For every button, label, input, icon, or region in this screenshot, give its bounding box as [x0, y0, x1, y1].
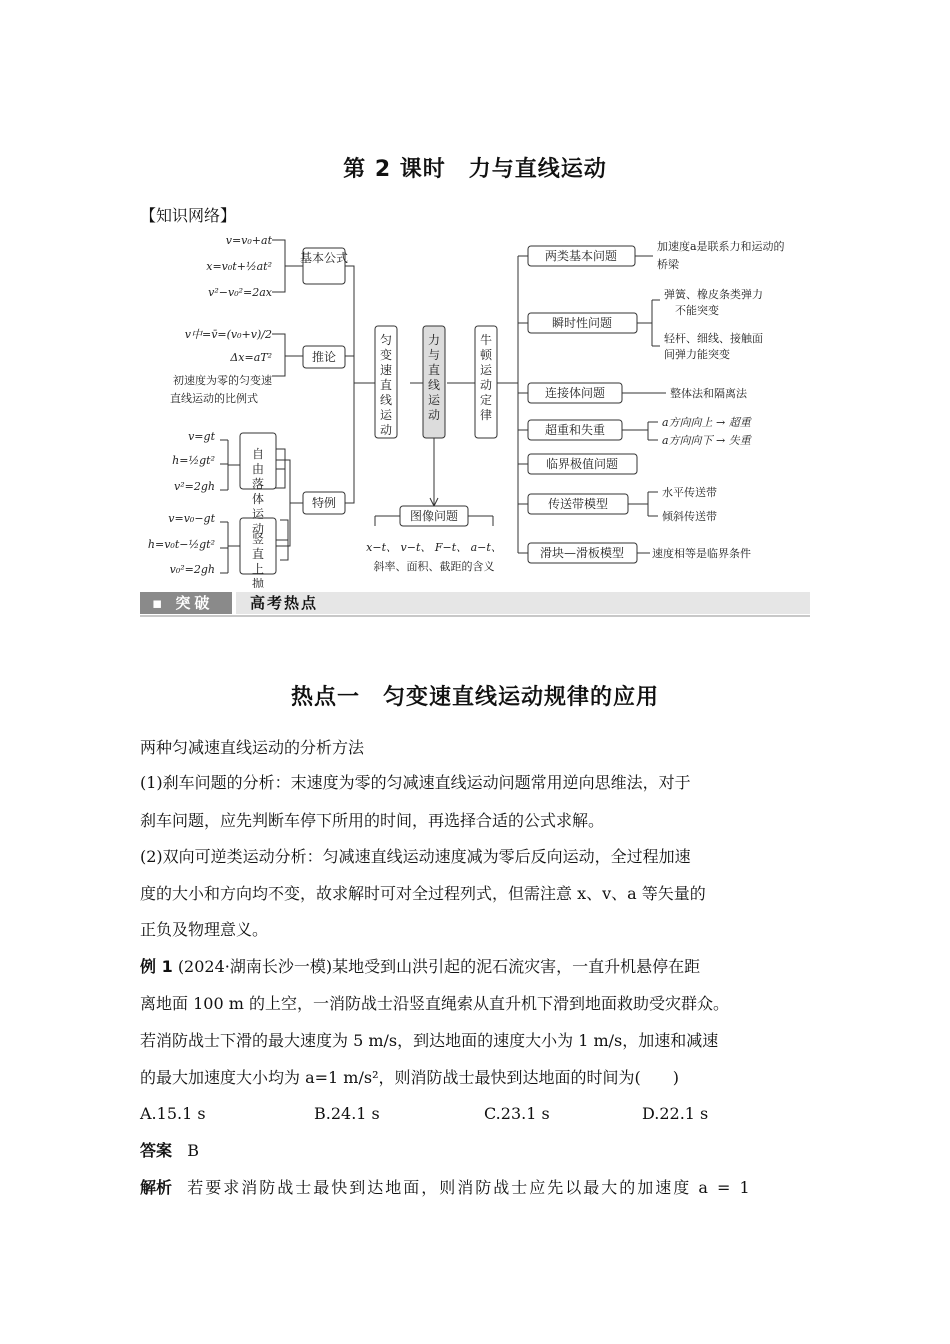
inference-box: 推论	[311, 350, 337, 364]
note-basic-2: 桥梁	[657, 258, 679, 271]
graph-types: x−t、 v−t、 F−t、 a−t、	[366, 541, 502, 554]
vertical-h: h=v₀t−½gt²	[147, 538, 215, 551]
note-instant-1a: 弹簧、橡皮条类弹力	[664, 288, 763, 301]
note-overweight-down: a方向向下 → 失重	[662, 434, 751, 447]
ratio-line-1: 初速度为零的匀变速	[173, 374, 272, 387]
example-source: (2024·湖南长沙一模)	[177, 957, 333, 976]
freefall-v: v=gt	[188, 430, 215, 443]
analysis-label: 解析	[140, 1178, 173, 1197]
ratio-line-2: 直线运动的比例式	[170, 392, 258, 405]
banner-tag: ▪ 突破	[140, 592, 232, 614]
basic-formulas-box: 基本公式	[299, 251, 349, 265]
answer-label: 答案	[140, 1141, 173, 1160]
note-basic-1: 加速度a是联系力和运动的	[657, 240, 785, 253]
note-connected: 整体法和隔离法	[670, 387, 747, 400]
option-b: B.24.1 s	[314, 1104, 380, 1123]
example-text-a: 某地受到山洪引起的泥石流灾害，一直升机悬停在距	[332, 957, 701, 976]
formula-displacement: x=v₀t+½at²	[206, 260, 272, 273]
answer-line	[140, 1141, 820, 1161]
hotspot-title: 热点一 匀变速直线运动规律的应用	[290, 685, 659, 710]
note-belt-horizontal: 水平传送带	[662, 486, 717, 499]
formula-velocity: v=v₀+at	[225, 234, 272, 247]
right-box-instant: 瞬时性问题	[551, 316, 613, 330]
knowledge-network-diagram	[140, 228, 812, 588]
formula-delta-x: Δx=aT²	[230, 351, 272, 364]
freefall-box: 自由落体运动	[251, 447, 265, 536]
analysis-text: 若要求消防战士最快到达地面，则消防战士应先以最大的加速度 a = 1	[187, 1178, 752, 1197]
right-box-connected: 连接体问题	[544, 386, 606, 400]
subheading: 两种匀减速直线运动的分析方法	[140, 738, 365, 757]
uniform-accel-box: 匀变速直线运动	[379, 333, 393, 437]
note-instant-1b: 不能突变	[675, 304, 719, 317]
option-c: C.23.1 s	[484, 1104, 550, 1123]
banner-rule	[140, 615, 810, 617]
formula-velocity-displacement: v²−v₀²=2ax	[208, 286, 272, 299]
graph-problem-box: 图像问题	[409, 509, 459, 523]
paragraph-1a: (1)刹车问题的分析：末速度为零的匀减速直线运动问题常用逆向思维法，对于	[140, 773, 691, 792]
paragraph-1b: 刹车问题，应先判断车停下所用的时间，再选择合适的公式求解。	[140, 811, 605, 830]
page-title: 第 2 课时 力与直线运动	[343, 157, 607, 182]
formula-average-velocity: v中=v̄=(v₀+v)/2	[184, 328, 272, 341]
right-box-critical: 临界极值问题	[545, 457, 619, 471]
special-cases-box: 特例	[311, 496, 337, 510]
paragraph-2b: 度的大小和方向均不变，故求解时可对全过程列式，但需注意 x、v、a 等矢量的	[140, 884, 706, 903]
note-overweight-up: a方向向上 → 超重	[662, 416, 751, 429]
knowledge-network-label: 【知识网络】	[140, 206, 237, 225]
right-box-overweight: 超重和失重	[544, 423, 606, 437]
center-box: 力与直线运动	[427, 333, 441, 422]
example-line-d: 的最大加速度大小均为 a=1 m/s²，则消防战士最快到达地面的时间为( )	[140, 1068, 679, 1087]
example-line-c: 若消防战士下滑的最大速度为 5 m/s，到达地面的速度大小为 1 m/s，加速和减速	[140, 1031, 719, 1050]
right-box-belt: 传送带模型	[547, 497, 609, 511]
note-instant-2b: 间弹力能突变	[664, 348, 730, 361]
option-d: D.22.1 s	[642, 1104, 709, 1123]
newton-laws-box: 牛顿运动定律	[479, 333, 493, 422]
example-line-a	[140, 957, 820, 977]
graph-meaning: 斜率、面积、截距的含义	[373, 560, 495, 573]
option-a: A.15.1 s	[140, 1104, 206, 1123]
paragraph-2a: (2)双向可逆类运动分析：匀减速直线运动速度减为零后反向运动，全过程加速	[140, 847, 691, 866]
vertical-box: 竖直上抛	[251, 532, 265, 588]
note-belt-inclined: 倾斜传送带	[662, 510, 717, 523]
right-box-basic: 两类基本问题	[544, 249, 618, 263]
freefall-h: h=½gt²	[172, 454, 215, 467]
banner-text: 高考热点	[236, 592, 810, 614]
note-slider: 速度相等是临界条件	[652, 547, 751, 560]
freefall-v2: v²=2gh	[174, 480, 215, 493]
analysis-line	[140, 1178, 820, 1198]
example-label: 例 1	[140, 957, 173, 976]
vertical-v: v=v₀−gt	[168, 512, 215, 525]
vertical-v2: v₀²=2gh	[169, 563, 215, 576]
section-banner	[140, 592, 810, 618]
paragraph-2c: 正负及物理意义。	[140, 920, 269, 939]
note-instant-2a: 轻杆、细线、接触面	[664, 332, 763, 345]
answer-value: B	[187, 1141, 200, 1160]
right-box-slider: 滑块—滑板模型	[539, 546, 625, 560]
example-line-b: 离地面 100 m 的上空，一消防战士沿竖直绳索从直升机下滑到地面救助受灾群众。	[140, 994, 729, 1013]
